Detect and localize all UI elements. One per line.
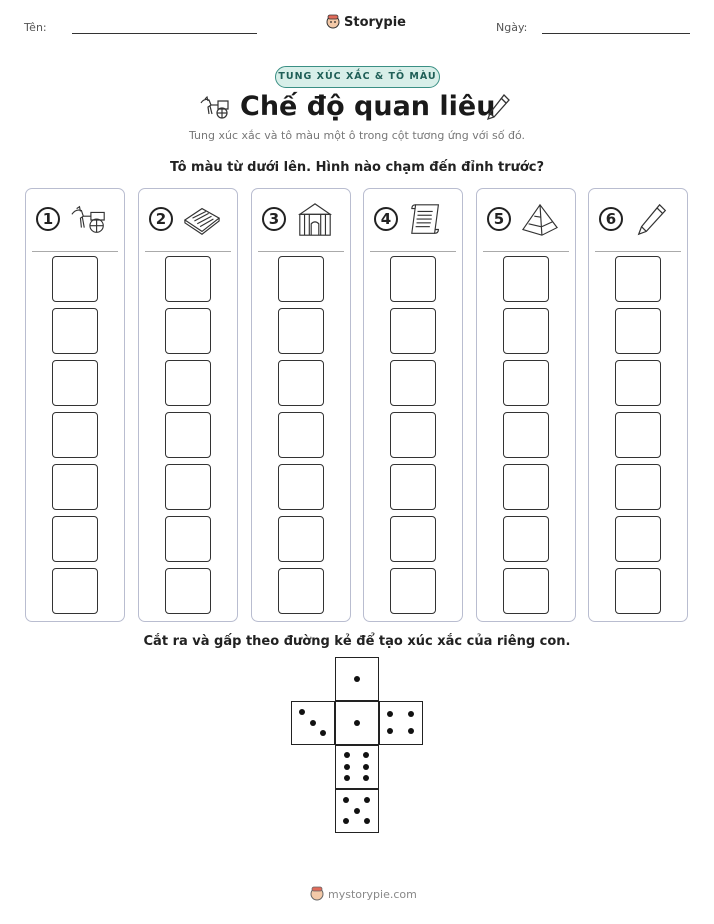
color-cell[interactable] [165,256,211,302]
name-line[interactable] [72,33,257,34]
die-pip [344,752,350,758]
color-cell[interactable] [52,412,98,458]
color-cell[interactable] [52,568,98,614]
coloring-instruction: Tô màu từ dưới lên. Hình nào chạm đến đỉnh trước? [169,160,545,175]
footer-url: mystorypie.com [328,887,417,901]
die-face-3 [291,701,335,745]
column-number: 5 [487,207,511,231]
color-cell[interactable] [52,464,98,510]
die-pip [408,711,414,717]
die-pip [354,676,360,682]
scroll-icon [406,201,448,239]
column-header [139,199,237,247]
page-title: Chế độ quan liêu [240,91,496,122]
horse-carriage-icon [198,93,232,121]
color-cell[interactable] [390,412,436,458]
color-cell[interactable] [165,360,211,406]
color-cell[interactable] [503,464,549,510]
color-cell[interactable] [278,308,324,354]
column-divider [595,251,681,252]
title-pencil-icon [484,92,512,122]
dice-column-1 [25,188,125,622]
die-pip [344,775,350,781]
color-cell[interactable] [278,464,324,510]
color-cell[interactable] [390,464,436,510]
pyramid-icon [519,201,561,239]
color-cell[interactable] [165,568,211,614]
column-number: 1 [36,207,60,231]
color-cell[interactable] [278,256,324,302]
die-pip [354,808,360,814]
page-subtitle: Tung xúc xắc và tô màu một ô trong cột tương ứng với số đó. [189,129,525,142]
die-pip [343,797,349,803]
date-line[interactable] [542,33,690,34]
brand-name: Storypie [344,14,406,30]
die-pip [387,728,393,734]
color-cell[interactable] [390,360,436,406]
color-cell[interactable] [165,516,211,562]
column-number: 6 [599,207,623,231]
color-cell[interactable] [503,360,549,406]
color-cell[interactable] [390,256,436,302]
column-header [477,199,575,247]
color-cell[interactable] [503,516,549,562]
die-pip [364,797,370,803]
color-cell[interactable] [52,256,98,302]
color-cell[interactable] [390,308,436,354]
color-cell[interactable] [52,360,98,406]
column-number: 2 [149,207,173,231]
dice-column-2 [138,188,238,622]
column-number: 4 [374,207,398,231]
color-cell[interactable] [615,568,661,614]
color-cell[interactable] [278,568,324,614]
die-pip [299,709,305,715]
column-divider [145,251,231,252]
color-cell[interactable] [615,308,661,354]
die-pip [408,728,414,734]
footer-mascot-icon [310,886,324,902]
die-face-5 [335,789,379,833]
color-cell[interactable] [278,516,324,562]
die-face-6 [335,745,379,789]
die-pip [363,764,369,770]
die-face-1 [335,701,379,745]
die-pip [354,720,360,726]
color-cell[interactable] [165,464,211,510]
die-pip [363,775,369,781]
column-number: 3 [262,207,286,231]
column-header [26,199,124,247]
dice-column-3 [251,188,351,622]
color-cell[interactable] [390,568,436,614]
column-header [589,199,687,247]
name-label: Tên: [24,21,47,34]
color-cell[interactable] [615,516,661,562]
pencil-icon [631,201,673,239]
die-pip [387,711,393,717]
color-cell[interactable] [503,308,549,354]
column-header [364,199,462,247]
storypie-mascot-icon [326,14,340,30]
column-divider [483,251,569,252]
color-cell[interactable] [165,308,211,354]
tent-icon [294,201,336,239]
dice-column-5 [476,188,576,622]
die-face-1 [335,657,379,701]
column-divider [258,251,344,252]
color-cell[interactable] [615,464,661,510]
date-label: Ngày: [496,21,528,34]
cut-instruction: Cắt ra và gấp theo đường kẻ để tạo xúc xắc của riêng con. [143,634,571,649]
color-cell[interactable] [615,256,661,302]
color-cell[interactable] [52,308,98,354]
die-pip [344,764,350,770]
die-pip [364,818,370,824]
column-divider [32,251,118,252]
footer [310,886,417,902]
horse-carriage-icon [68,201,110,239]
color-cell[interactable] [503,256,549,302]
die-pip [363,752,369,758]
color-cell[interactable] [52,516,98,562]
brand-logo [326,14,406,30]
die-pip [320,730,326,736]
die-pip [310,720,316,726]
die-pip [343,818,349,824]
die-face-4 [379,701,423,745]
color-cell[interactable] [278,412,324,458]
column-header [252,199,350,247]
clay-tablet-icon [181,201,223,239]
color-cell[interactable] [278,360,324,406]
color-cell[interactable] [503,568,549,614]
color-cell[interactable] [390,516,436,562]
dice-column-4 [363,188,463,622]
color-cell[interactable] [615,360,661,406]
color-cell[interactable] [615,412,661,458]
dice-column-6 [588,188,688,622]
column-divider [370,251,456,252]
activity-badge: TUNG XÚC XẮC & TÔ MÀU [275,66,440,88]
color-cell[interactable] [165,412,211,458]
color-cell[interactable] [503,412,549,458]
